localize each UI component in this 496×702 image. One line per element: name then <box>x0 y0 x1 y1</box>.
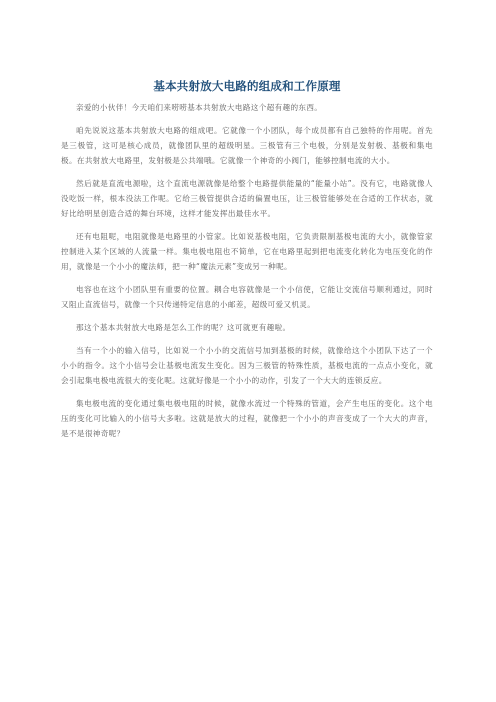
paragraph-input-signal: 当有一个小的输入信号，比如说一个小小的交流信号加到基极的时候，就像给这个小团队下达了一个小小的指令。这个小信号会让基极电流发生变化。因为三极管的特殊性质，基极电流的一点点小变化，就会引起集电极电流很大的变化呢。这就好像是一个小小的动作，引发了一个大大的连锁反应。 <box>61 346 433 385</box>
document-page <box>61 78 433 449</box>
paragraph-resistor: 还有电阻呢，电阻就像是电路里的小管家。比如说基极电阻，它负责限制基极电流的大小，就像管家控制进入某个区域的人流量一样。集电极电阻也不简单，它在电路里起到把电流变化转化为电压变化的作用，就像是一个小小的魔法师，把一种“魔法元素”变成另一种呢。 <box>61 232 433 271</box>
paragraph-composition-transistor: 咱先说说这基本共射放大电路的组成吧。它就像一个小团队，每个成员都有自己独特的作用呢。首先是三极管，这可是核心成员，就像团队里的超级明星。三极管有三个电极，分别是发射极、基极和集电极。在共射放大电路里，发射极是公共端哦。它就像一个神奇的小阀门，能够控制电流的大小。 <box>61 126 433 165</box>
paragraph-dc-power: 然后就是直流电源啦，这个直流电源就像是给整个电路提供能量的“能量小站”。没有它，电路就像人没吃饭一样，根本没法工作呢。它给三极管提供合适的偏置电压，让三极管能够处在合适的工作状态，就好比给明星创造合适的舞台环境，这样才能发挥出最佳水平。 <box>61 179 433 218</box>
paragraph-capacitor: 电容也在这个小团队里有重要的位置。耦合电容就像是一个小信使，它能让交流信号顺利通过，同时又阻止直流信号，就像一个只传递特定信息的小邮差，超级可爱又机灵。 <box>61 285 433 309</box>
document-title: 基本共射放大电路的组成和工作原理 <box>153 79 341 93</box>
paragraph-intro: 亲爱的小伙伴！今天咱们来唠唠基本共射放大电路这个超有趣的东西。 <box>76 103 323 112</box>
paragraph-amplification: 集电极电流的变化通过集电极电阻的时候，就像水流过一个特殊的管道，会产生电压的变化。这个电压的变化可比输入的小信号大多啦。这就是放大的过程，就像把一个小小的声音变成了一个大大的声音，是不是很神奇呢？ <box>61 399 433 438</box>
paragraph-working-question: 那这个基本共射放大电路是怎么工作的呢？这可就更有趣啦。 <box>76 323 291 332</box>
